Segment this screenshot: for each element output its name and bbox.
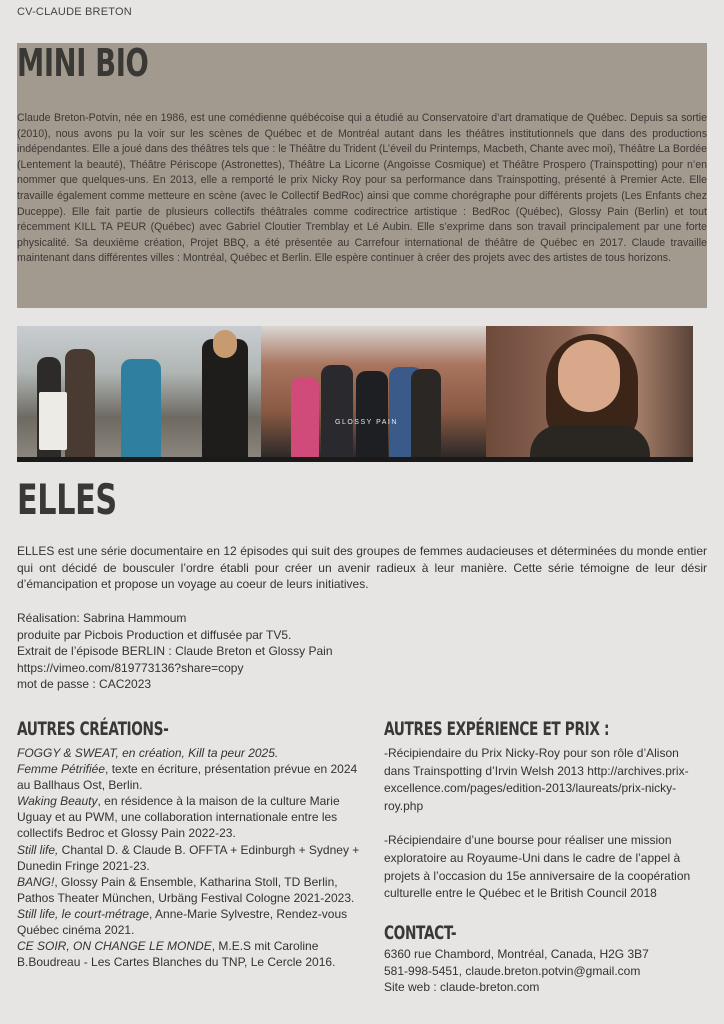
photo-group-ruins	[261, 326, 486, 457]
autres-creations-list	[17, 745, 362, 970]
photo-group-park	[17, 326, 261, 457]
list-item: -Récipiendaire d’une bourse pour réaliser une mission exploratoire au Royaume-Uni dans le cadre de l’appel à projets à l’occasion du 15e anniversaire de la coopération culturelle entre le Québec et le British Council 2018	[384, 833, 691, 901]
credit-production: produite par Picbois Production et diffusée par TV5.	[17, 627, 292, 642]
contact-block	[384, 946, 704, 996]
mini-bio-section	[17, 43, 707, 308]
photo-portrait	[486, 326, 693, 457]
mini-bio-text: Claude Breton-Potvin, née en 1986, est une comédienne québécoise qui a étudié au Conservatoire d’art dramatique de Québec. Depuis sa sortie (2010), nous avons pu la voir sur les scènes de Québec et de Montréal autant dans les théâtres institutionnels que dans des productions indépendantes. Elle a joué dans des théâtres tels que : le Théâtre du Trident (L’éveil du Printemps, Macbeth, Chante avec moi), Théâtre La Bordée (Lentement la beauté), Théâtre Périscope (Astronettes), Théâtre La Licorne (Angoisse Cosmique) et Théâtre Prospero (Trainspotting) pour n’en nommer que quelques-uns. En 2013, elle a remporté le prix Nicky Roy pour sa performance dans Trainspotting, présenté à Premier Acte. Elle travaille également comme metteure en scène (avec le Collectif BedRoc) ainsi que comme chorégraphe pour différents projets (Les Enfants chez Duceppe). Elle fait partie de plusieurs collectifs théâtrales comme codirectrice artistique : BedRoc (Québec), Glossy Pain (Berlin) et tout récemment KILL TA PEUR (Québec) avec Gabriel Cloutier Tremblay et Lé Aubin. Elle s’exprime dans son travail principalement par une forte physicalité. Sa deuxième création, Projet BBQ, a été présentée au Carrefour international de théâtre de Québec en 2017. Claude travaille maintenant dans différentes villes : Montréal, Québec et Berlin. Elle espère continuer à créer des projets avec des artistes de tous horizons.	[17, 112, 707, 265]
autres-experience-title: AUTRES EXPÉRIENCE ET PRIX :	[384, 718, 610, 740]
photo-caption-overlay: GLOSSY PAIN	[335, 419, 398, 426]
list-item: -Récipiendaire du Prix Nicky-Roy pour son rôle d’Alison dans Trainspotting d’Irvin Welsh 2013 http://archives.prix-excellence.com/pages/edition-2013/laureats/prix-nicky-roy.php	[384, 746, 689, 813]
autres-creations-title: AUTRES CRÉATIONS-	[17, 718, 169, 740]
list-item: BANG!, Glossy Pain & Ensemble, Katharina Stoll, TD Berlin, Pathos Theater München, Urbäng Festival Cologne 2021-2023.	[17, 874, 355, 905]
list-item: Femme Pétrifiée, texte en écriture, présentation prévue en 2024 au Ballhaus Ost, Berlin.	[17, 762, 358, 793]
elles-title: ELLES	[17, 475, 117, 524]
credit-extract: Extrait de l’épisode BERLIN : Claude Breton et Glossy Pain	[17, 644, 333, 659]
list-item: Still life, le court-métrage, Anne-Marie Sylvestre, Rendez-vous Québec cinéma 2021.	[17, 906, 348, 938]
photo-strip	[17, 326, 693, 462]
list-item: Still life, Chantal D. & Claude B. OFFTA + Edinburgh + Sydney + Dunedin Fringe 2021-23.	[17, 842, 360, 873]
contact-phone-email[interactable]: 581-998-5451, claude.breton.potvin@gmail.com	[384, 963, 641, 978]
contact-title: CONTACT-	[384, 922, 457, 944]
contact-website[interactable]: Site web : claude-breton.com	[384, 980, 540, 995]
contact-address: 6360 rue Chambord, Montréal, Canada, H2G 3B7	[384, 947, 649, 961]
autres-experience-list	[384, 745, 704, 920]
elles-description: ELLES est une série documentaire en 12 épisodes qui suit des groupes de femmes audacieuses et déterminées du monde entier qui ont décidé de bousculer l’ordre établi pour créer un avenir radieux à leur manière. Cette série témoigne de leur désir d’émancipation et propose un voyage au coeur de leurs initiatives.	[17, 544, 707, 592]
list-item: CE SOIR, ON CHANGE LE MONDE, M.E.S mit Caroline B.Boudreau - Les Cartes Blanches du TNP, Le Cercle 2016.	[17, 939, 336, 970]
list-item: Waking Beauty, en résidence à la maison de la culture Marie Uguay et au PWM, une collaboration internationale entre les collectifs Bedroc et Glossy Pain 2022-23.	[17, 794, 340, 841]
list-item: FOGGY & SWEAT, en création, Kill ta peur 2025.	[17, 746, 279, 760]
document-header: CV-CLAUDE BRETON	[17, 6, 132, 18]
credit-realisation: Réalisation: Sabrina Hammoum	[17, 611, 187, 625]
credit-password: mot de passe : CAC2023	[17, 677, 152, 692]
mini-bio-title: MINI BIO	[17, 41, 149, 85]
elles-credits	[17, 610, 417, 693]
credit-vimeo-link[interactable]: https://vimeo.com/819773136?share=copy	[17, 660, 244, 675]
